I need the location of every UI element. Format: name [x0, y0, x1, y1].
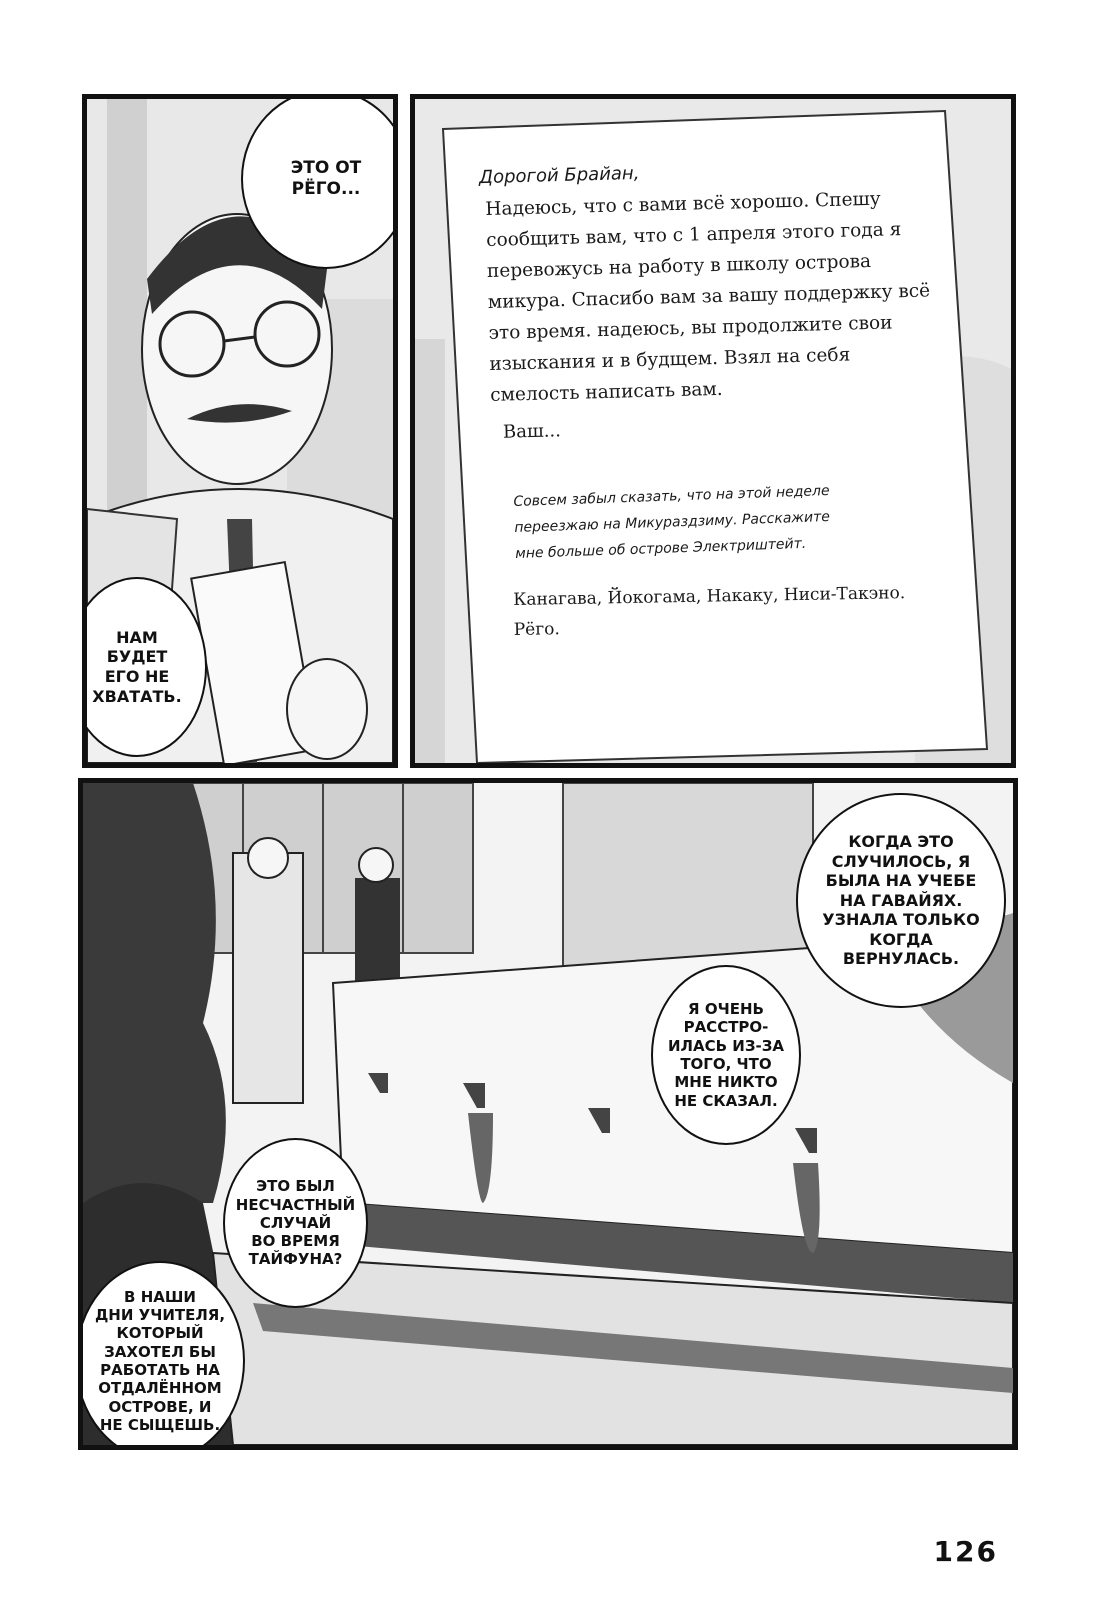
speech-text: Я ОЧЕНЬ РАССТРО- ИЛАСЬ ИЗ-ЗА ТОГО, ЧТО МНЕ НИКТО НЕ СКАЗАЛ.	[668, 1000, 784, 1110]
letter-address: Канагава, Йокогама, Накаку, Ниси-Такэно. Рёго.	[513, 583, 906, 640]
speech-text: ЭТО БЫЛ НЕСЧАСТНЫЙ СЛУЧАЙ ВО ВРЕМЯ ТАЙФУНА?	[235, 1177, 356, 1269]
panel-man-envelope	[82, 94, 398, 768]
letter-body: Надеюсь, что с вами всё хорошо. Спешу сообщить вам, что с 1 апреля этого года я перевожусь на работу в школу острова микура. Спасибо вам за вашу поддержку всё это время. надеюсь, вы продолжите свои изыскания и в будщем. Взял на себя смелость написать вам.	[485, 188, 931, 406]
speech-bubble-was-in-hawaii	[796, 793, 1006, 1008]
letter-postscript: Совсем забыл сказать, что на этой неделе переезжаю на Микураздзиму. Расскажите мне больше об острове Электриштейт.	[513, 482, 831, 562]
page-number: 126	[933, 1535, 998, 1568]
speech-bubble-no-teachers	[78, 1261, 245, 1450]
panel-courtyard	[78, 778, 1018, 1450]
panel-letter	[410, 94, 1016, 768]
speech-text: НАМ БУДЕТ ЕГО НЕ ХВАТАТЬ.	[92, 627, 182, 706]
letter-greeting: Дорогой Брайан,	[478, 162, 640, 189]
speech-text: В НАШИ ДНИ УЧИТЕЛЯ, КОТОРЫЙ ЗАХОТЕЛ БЫ РАБОТАТЬ НА ОТДАЛЁННОМ ОСТРОВЕ, И НЕ СЫЩЕШЬ.	[94, 1287, 226, 1434]
speech-text: КОГДА ЭТО СЛУЧИЛОСЬ, Я БЫЛА НА УЧЕБЕ НА ГАВАЙЯХ. УЗНАЛА ТОЛЬКО КОГДА ВЕРНУЛАСЬ.	[822, 832, 980, 969]
speech-bubble-upset-nobody-told	[651, 965, 801, 1145]
speech-text: ЭТО ОТ РЁГО...	[290, 158, 362, 199]
speech-bubble-typhoon-accident	[223, 1138, 368, 1308]
letter-closing: Ваш...	[502, 420, 562, 443]
